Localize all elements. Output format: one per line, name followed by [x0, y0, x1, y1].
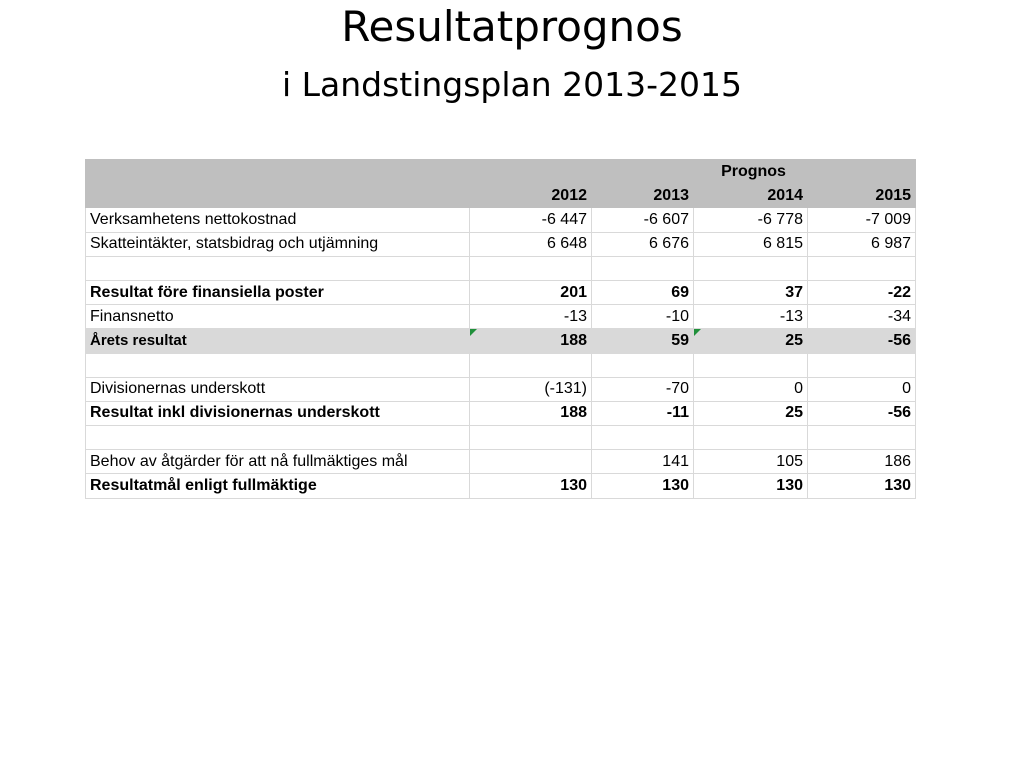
value-cell: -6 447 — [470, 208, 592, 232]
year-header: 2012 — [470, 184, 592, 208]
header-row-years — [86, 184, 916, 208]
row-label: Resultat inkl divisionernas underskott — [86, 401, 470, 425]
value-cell: 69 — [592, 280, 694, 304]
value-cell: -34 — [808, 305, 916, 329]
title-main: Resultatprognos — [341, 2, 683, 51]
value-cell: 188 — [470, 401, 592, 425]
table-row — [86, 450, 916, 474]
table-row — [86, 305, 916, 329]
value-cell: 105 — [694, 450, 808, 474]
year-header: 2015 — [808, 184, 916, 208]
table-row — [86, 208, 916, 232]
row-label: Skatteintäkter, statsbidrag och utjämning — [86, 232, 470, 256]
value-cell — [592, 353, 694, 377]
header-row-group — [86, 160, 916, 184]
value-cell — [470, 256, 592, 280]
value-cell — [808, 426, 916, 450]
value-cell: 141 — [592, 450, 694, 474]
value-cell: (-131) — [470, 377, 592, 401]
value-text: 188 — [560, 331, 587, 349]
value-cell — [808, 353, 916, 377]
value-cell: 0 — [694, 377, 808, 401]
row-label — [86, 353, 470, 377]
table-row — [86, 401, 916, 425]
row-label: Resultatmål enligt fullmäktige — [86, 474, 470, 498]
comment-marker-icon[interactable] — [470, 329, 477, 336]
comment-marker-icon[interactable] — [694, 329, 701, 336]
value-cell — [470, 329, 592, 353]
value-cell: 25 — [694, 401, 808, 425]
row-label: Resultat före finansiella poster — [86, 280, 470, 304]
value-cell — [694, 426, 808, 450]
title-subtitle: i Landstingsplan 2013-2015 — [281, 65, 743, 104]
value-cell: -7 009 — [808, 208, 916, 232]
table-row-empty — [86, 256, 916, 280]
table-row-empty — [86, 353, 916, 377]
value-cell: 130 — [694, 474, 808, 498]
value-cell: 186 — [808, 450, 916, 474]
value-cell: 130 — [808, 474, 916, 498]
value-cell — [592, 256, 694, 280]
row-label — [86, 426, 470, 450]
value-cell: 59 — [592, 329, 694, 353]
value-cell: -10 — [592, 305, 694, 329]
row-label: Divisionernas underskott — [86, 377, 470, 401]
table-row — [86, 377, 916, 401]
value-cell: 201 — [470, 280, 592, 304]
row-label: Verksamhetens nettokostnad — [86, 208, 470, 232]
value-cell — [694, 329, 808, 353]
value-cell: 0 — [808, 377, 916, 401]
table-row — [86, 232, 916, 256]
results-table — [85, 159, 916, 499]
value-cell — [470, 450, 592, 474]
header-empty-cell — [470, 160, 592, 184]
value-cell: -13 — [694, 305, 808, 329]
value-cell — [694, 353, 808, 377]
row-label-text: Årets resultat — [90, 331, 187, 349]
value-cell: -56 — [808, 329, 916, 353]
value-cell: 130 — [470, 474, 592, 498]
value-text: 25 — [785, 331, 803, 349]
value-cell: -11 — [592, 401, 694, 425]
prognos-header: Prognos — [592, 160, 916, 184]
table-row — [86, 474, 916, 498]
table-row-highlighted — [86, 329, 916, 353]
header-empty-cell — [86, 160, 470, 184]
year-header: 2013 — [592, 184, 694, 208]
value-cell: -13 — [470, 305, 592, 329]
header-empty-cell — [86, 184, 470, 208]
value-cell: -6 778 — [694, 208, 808, 232]
value-cell: 6 987 — [808, 232, 916, 256]
value-cell — [470, 426, 592, 450]
value-cell — [592, 426, 694, 450]
year-header: 2014 — [694, 184, 808, 208]
row-label: Finansnetto — [86, 305, 470, 329]
value-cell: 37 — [694, 280, 808, 304]
value-cell: -6 607 — [592, 208, 694, 232]
value-cell: -22 — [808, 280, 916, 304]
value-cell — [808, 256, 916, 280]
row-label: Behov av åtgärder för att nå fullmäktiges mål — [86, 450, 470, 474]
row-label — [86, 329, 470, 353]
table-row — [86, 280, 916, 304]
row-label — [86, 256, 470, 280]
value-cell: 6 648 — [470, 232, 592, 256]
table-row-empty — [86, 426, 916, 450]
value-cell: 6 676 — [592, 232, 694, 256]
value-cell — [694, 256, 808, 280]
value-cell: 130 — [592, 474, 694, 498]
value-cell — [470, 353, 592, 377]
value-cell: -70 — [592, 377, 694, 401]
value-cell: -56 — [808, 401, 916, 425]
value-cell: 6 815 — [694, 232, 808, 256]
